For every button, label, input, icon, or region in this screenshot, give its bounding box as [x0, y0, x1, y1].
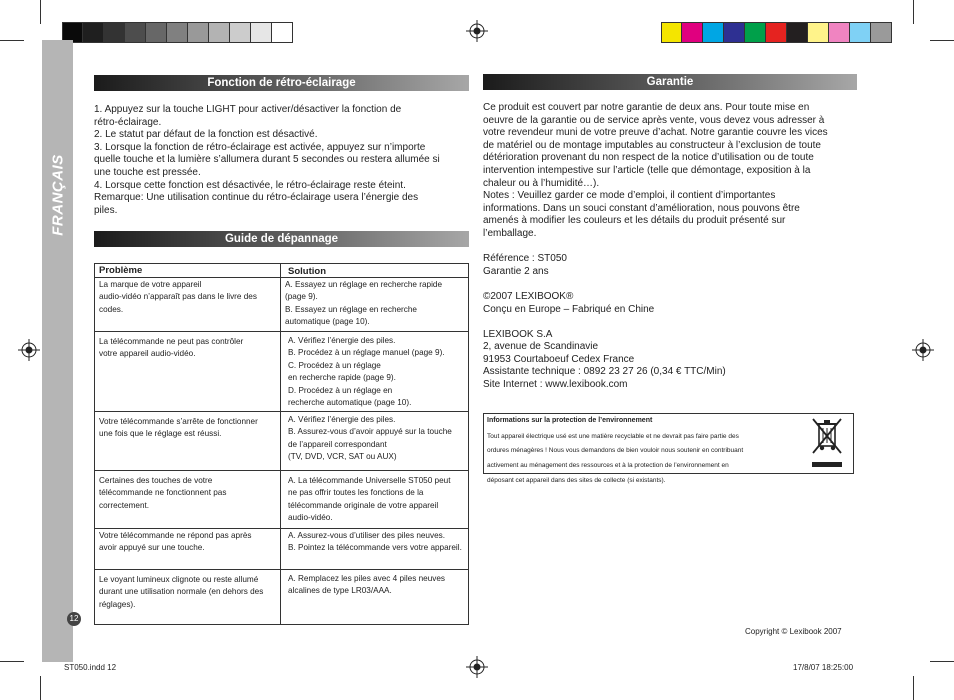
backlight-line: 2. Le statut par défaut de la fonction est désactivé. [94, 129, 318, 141]
solution-cell [285, 279, 466, 329]
warranty-line: votre revendeur muni de votre preuve d’achat. Notre garantie couvre les vices [483, 127, 828, 139]
solution-line: (page 9). [285, 292, 318, 302]
problem-line: télécommande ne fonctionnent pas [99, 488, 227, 498]
warranty-line: Site Internet : www.lexibook.com [483, 379, 628, 391]
environment-notice-text [487, 426, 792, 491]
solution-cell [288, 573, 469, 598]
color-swatch [766, 22, 787, 43]
color-swatch [745, 22, 766, 43]
solution-line: ne pas offrir toutes les fonctions de la [288, 488, 424, 498]
table-row-divider [94, 569, 469, 570]
solution-cell [288, 475, 469, 525]
warranty-line [483, 241, 863, 254]
backlight-section-header: Fonction de rétro-éclairage [94, 75, 469, 91]
registration-mark-right-icon [912, 339, 934, 361]
solution-line: A. La télécommande Universelle ST050 peut [288, 476, 451, 485]
warranty-line: intervention intempestive sur l’article (telle que démontage, exposition à la [483, 164, 811, 176]
problem-cell [99, 336, 279, 361]
warranty-line: LEXIBOOK S.A [483, 328, 553, 340]
table-row-divider [94, 411, 469, 412]
solution-line: A. Remplacez les piles avec 4 piles neuves [288, 574, 446, 583]
warranty-line: 91953 Courtaboeuf Cedex France [483, 353, 635, 365]
solution-cell [288, 530, 469, 555]
problem-line: codes. [99, 304, 124, 314]
table-header-divider [94, 277, 469, 278]
solution-line: D. Procédez à un réglage en [288, 385, 393, 395]
language-label [46, 135, 70, 255]
solution-line: C. Procédez à un réglage [288, 360, 381, 370]
color-swatch [787, 22, 808, 43]
warranty-line: Référence : ST050 [483, 253, 567, 265]
problem-line: correctement. [99, 500, 150, 510]
warranty-line: Garantie 2 ans [483, 265, 549, 277]
color-swatch [661, 22, 682, 43]
solution-line: télécommande originale de votre appareil [288, 500, 439, 510]
warranty-text [483, 102, 863, 392]
problem-cell [99, 475, 279, 512]
solution-line: B. Pointez la télécommande vers votre appareil. [288, 543, 462, 553]
problem-line: avoir appuyé sur une touche. [99, 543, 205, 553]
warranty-line: Conçu en Europe – Fabriqué en Chine [483, 303, 655, 315]
solution-line: (TV, DVD, VCR, SAT ou AUX) [288, 452, 397, 462]
color-swatch [871, 22, 892, 43]
solution-line: de l’appareil correspondant [288, 439, 387, 449]
warranty-line: informations. Dans un souci constant d’amélioration, nous pouvons être [483, 202, 800, 214]
solution-line: recherche automatique (page 10). [288, 398, 412, 408]
page-number-badge: 12 [67, 612, 81, 626]
problem-line: Votre télécommande s’arrête de fonctionner [99, 417, 258, 426]
problem-line: La marque de votre appareil [99, 280, 202, 289]
column-header-problem: Problème [99, 265, 143, 276]
gray-swatch [209, 22, 230, 43]
warranty-line: l’emballage. [483, 227, 537, 239]
registration-mark-left-icon [18, 339, 40, 361]
solution-line: A. Vérifiez l’énergie des piles. [288, 415, 396, 424]
crossed-out-wheelie-bin-icon [807, 416, 847, 470]
color-swatch [808, 22, 829, 43]
gray-swatch [104, 22, 125, 43]
color-swatch [724, 22, 745, 43]
color-swatch [703, 22, 724, 43]
problem-line: réglages). [99, 599, 136, 609]
warranty-line: 2, avenue de Scandinavie [483, 341, 599, 353]
backlight-line: quelle touche et la lumière s’allumera durant 5 secondes ou restera allumée si [94, 154, 440, 166]
gray-swatch [146, 22, 167, 43]
copyright-text: Copyright © Lexibook 2007 [745, 627, 842, 636]
solution-line: alcalines de type LR03/AAA. [288, 586, 392, 596]
table-column-divider [280, 263, 281, 625]
problem-line: durant une utilisation normale (en dehors des [99, 587, 264, 597]
registration-mark-top-icon [466, 20, 488, 42]
gray-swatch [230, 22, 251, 43]
solution-line: automatique (page 10). [285, 317, 370, 327]
table-row-divider [94, 470, 469, 471]
warranty-line: détérioration provenant du non respect de la notice d’utilisation ou de toute [483, 152, 814, 164]
problem-cell [99, 279, 279, 316]
warranty-line: chaleur ou à l’humidité…). [483, 177, 600, 189]
environment-line: déposant cet appareil dans des sites de collecte (si existants). [487, 476, 666, 484]
backlight-line: piles. [94, 204, 118, 216]
problem-line: audio-vidéo n’apparaît pas dans le livre des [99, 292, 257, 302]
problem-line: Certaines des touches de votre [99, 476, 213, 485]
color-swatch [850, 22, 871, 43]
problem-cell [99, 416, 279, 441]
solution-line: A. Vérifiez l’énergie des piles. [288, 336, 396, 345]
problem-cell [99, 574, 279, 611]
language-label-text: FRANÇAIS [49, 154, 67, 236]
environment-line: Tout appareil électrique usé est une matière recyclable et ne devrait pas faire partie des [487, 432, 739, 440]
backlight-instructions [94, 104, 469, 217]
file-slug: ST050.indd 12 [64, 663, 117, 672]
warranty-line: ©2007 LEXIBOOK® [483, 290, 574, 302]
environment-notice-title: Informations sur la protection de l’environnement [487, 417, 653, 424]
solution-line: B. Procédez à un réglage manuel (page 9). [288, 348, 445, 358]
backlight-line: une touche est pressée. [94, 166, 201, 178]
solution-line: audio-vidéo. [288, 513, 333, 523]
backlight-line: 4. Lorsque cette fonction est désactivée, le rétro-éclairage reste éteint. [94, 179, 406, 191]
environment-line: ordures ménagères ! Nous vous demandons de bien vouloir nous soutenir en contribuant [487, 447, 744, 455]
solution-line: en recherche rapide (page 9). [288, 373, 396, 383]
warranty-line [483, 278, 863, 291]
warranty-line: Ce produit est couvert par notre garantie de deux ans. Pour toute mise en [483, 102, 810, 113]
problem-line: votre appareil audio-vidéo. [99, 349, 196, 359]
warranty-line: de matériel ou de montage imputables au constructeur à l’exclusion de toute [483, 139, 821, 151]
warranty-line: oeuvre de la garantie ou de service après vente, vous devez vous adresser à [483, 114, 825, 126]
table-row-divider [94, 528, 469, 529]
backlight-line: 1. Appuyez sur la touche LIGHT pour activer/désactiver la fonction de [94, 104, 402, 115]
print-timestamp: 17/8/07 18:25:00 [793, 663, 854, 672]
solution-line: A. Essayez un réglage en recherche rapide [285, 280, 443, 289]
gray-swatch [125, 22, 146, 43]
problem-cell [99, 530, 279, 555]
problem-line: Le voyant lumineux clignote ou reste allumé [99, 575, 259, 584]
problem-line: une fois que le réglage est réussi. [99, 429, 222, 439]
language-sidebar [42, 40, 73, 662]
gray-swatch [167, 22, 188, 43]
solution-cell [288, 335, 469, 409]
warranty-line [483, 316, 863, 329]
registration-mark-bottom-icon [466, 656, 488, 678]
solution-line: B. Essayez un réglage en recherche [285, 304, 417, 314]
solution-line: B. Assurez-vous d’avoir appuyé sur la touche [288, 427, 452, 437]
gray-swatch [251, 22, 272, 43]
warranty-line: Assistante technique : 0892 23 27 26 (0,34 € TTC/Min) [483, 366, 726, 378]
gray-swatch [83, 22, 104, 43]
column-header-solution: Solution [288, 266, 326, 277]
backlight-line: Remarque: Une utilisation continue du rétro-éclairage usera l’énergie des [94, 192, 419, 204]
color-swatch [682, 22, 703, 43]
warranty-line: Notes : Veuillez garder ce mode d’emploi, il contient d’importantes [483, 190, 776, 202]
warranty-line: amenés à modifier les couleurs et les détails du produit présenté sur [483, 215, 786, 227]
solution-cell [288, 414, 469, 464]
environment-line: activement au ménagement des ressources et à la protection de l’environnement en [487, 461, 729, 469]
gray-swatch [272, 22, 293, 43]
troubleshooting-section-header: Guide de dépannage [94, 231, 469, 247]
gray-swatch [188, 22, 209, 43]
table-row-divider [94, 331, 469, 332]
problem-line: La télécommande ne peut pas contrôler [99, 337, 244, 346]
backlight-line: rétro-éclairage. [94, 116, 162, 128]
problem-line: Votre télécommande ne répond pas après [99, 531, 252, 540]
backlight-line: 3. Lorsque la fonction de rétro-éclairage est activée, appuyez sur n’importe [94, 141, 426, 153]
warranty-section-header: Garantie [483, 74, 857, 90]
color-swatch [829, 22, 850, 43]
solution-line: A. Assurez-vous d’utiliser des piles neuves. [288, 531, 446, 540]
